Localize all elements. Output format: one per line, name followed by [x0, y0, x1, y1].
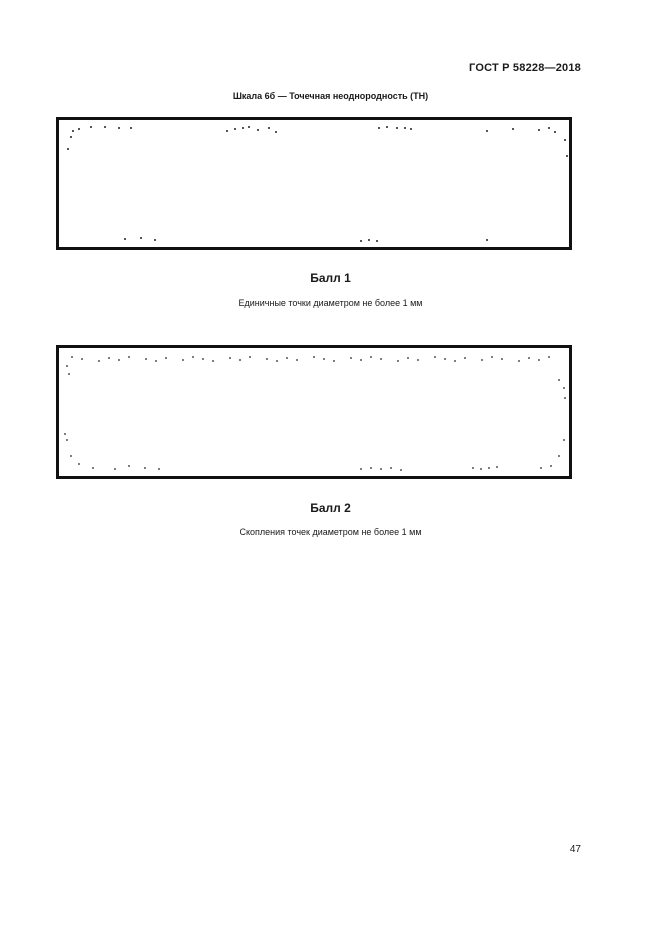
- speck: [538, 129, 540, 131]
- speck: [68, 373, 70, 375]
- speck: [108, 357, 110, 359]
- speck: [540, 467, 542, 469]
- speck: [66, 365, 68, 367]
- speck: [128, 356, 130, 358]
- dot-pattern-grade-1: [59, 120, 569, 247]
- speck: [226, 130, 228, 132]
- speck: [370, 467, 372, 469]
- speck: [501, 358, 503, 360]
- speck: [239, 359, 241, 361]
- speck: [296, 359, 298, 361]
- speck: [378, 127, 380, 129]
- speck: [548, 356, 550, 358]
- speck: [370, 356, 372, 358]
- speck: [192, 356, 194, 358]
- speck: [276, 360, 278, 362]
- speck: [249, 356, 251, 358]
- speck: [70, 455, 72, 457]
- speck: [360, 468, 362, 470]
- speck: [286, 357, 288, 359]
- speck: [234, 128, 236, 130]
- speck: [434, 356, 436, 358]
- speck: [488, 467, 490, 469]
- speck: [396, 127, 398, 129]
- speck: [410, 128, 412, 130]
- speck: [104, 126, 106, 128]
- speck: [165, 357, 167, 359]
- sample-panel-grade-2: [56, 345, 572, 479]
- speck: [386, 126, 388, 128]
- speck: [397, 360, 399, 362]
- speck: [242, 127, 244, 129]
- speck: [376, 240, 378, 242]
- speck: [360, 240, 362, 242]
- speck: [92, 467, 94, 469]
- speck: [145, 358, 147, 360]
- speck: [78, 463, 80, 465]
- speck: [202, 358, 204, 360]
- speck: [182, 359, 184, 361]
- speck: [90, 126, 92, 128]
- speck: [558, 379, 560, 381]
- speck: [266, 358, 268, 360]
- speck: [380, 468, 382, 470]
- speck: [333, 360, 335, 362]
- speck: [67, 148, 69, 150]
- speck: [275, 131, 277, 133]
- speck: [323, 358, 325, 360]
- speck: [257, 129, 259, 131]
- speck: [528, 357, 530, 359]
- speck: [380, 358, 382, 360]
- speck: [154, 239, 156, 241]
- speck: [72, 130, 74, 132]
- speck: [496, 466, 498, 468]
- speck: [464, 357, 466, 359]
- speck: [155, 360, 157, 362]
- sample-panel-grade-1: [56, 117, 572, 250]
- speck: [229, 357, 231, 359]
- speck: [550, 465, 552, 467]
- page-number: 47: [569, 844, 581, 855]
- speck: [548, 127, 550, 129]
- speck: [566, 155, 568, 157]
- speck: [78, 128, 80, 130]
- grade-2-label: Балл 2: [310, 501, 351, 515]
- speck: [118, 127, 120, 129]
- speck: [400, 469, 402, 471]
- speck: [140, 237, 142, 239]
- speck: [114, 468, 116, 470]
- speck: [563, 439, 565, 441]
- speck: [491, 356, 493, 358]
- speck: [404, 127, 406, 129]
- speck: [128, 465, 130, 467]
- dot-pattern-grade-2: [59, 348, 569, 476]
- speck: [481, 359, 483, 361]
- speck: [212, 360, 214, 362]
- speck: [144, 467, 146, 469]
- grade-1-caption: Единичные точки диаметром не более 1 мм: [238, 298, 423, 308]
- grade-1-label: Балл 1: [310, 271, 351, 285]
- speck: [66, 439, 68, 441]
- speck: [417, 359, 419, 361]
- speck: [472, 467, 474, 469]
- speck: [313, 356, 315, 358]
- speck: [558, 455, 560, 457]
- speck: [71, 356, 73, 358]
- grade-2-caption: Скопления точек диаметром не более 1 мм: [239, 527, 422, 537]
- scale-title: Шкала 6б — Точечная неоднородность (ТН): [232, 91, 429, 101]
- speck: [564, 397, 566, 399]
- speck: [554, 131, 556, 133]
- speck: [390, 467, 392, 469]
- speck: [98, 360, 100, 362]
- speck: [268, 127, 270, 129]
- speck: [158, 468, 160, 470]
- speck: [480, 468, 482, 470]
- speck: [350, 357, 352, 359]
- speck: [118, 359, 120, 361]
- speck: [486, 130, 488, 132]
- speck: [81, 358, 83, 360]
- speck: [130, 127, 132, 129]
- document-code: ГОСТ Р 58228—2018: [469, 62, 581, 74]
- speck: [248, 126, 250, 128]
- speck: [454, 360, 456, 362]
- speck: [360, 359, 362, 361]
- speck: [563, 387, 565, 389]
- speck: [70, 136, 72, 138]
- speck: [538, 359, 540, 361]
- speck: [368, 239, 370, 241]
- speck: [124, 238, 126, 240]
- speck: [564, 139, 566, 141]
- speck: [518, 360, 520, 362]
- speck: [444, 358, 446, 360]
- speck: [512, 128, 514, 130]
- speck: [64, 433, 66, 435]
- speck: [407, 357, 409, 359]
- speck: [486, 239, 488, 241]
